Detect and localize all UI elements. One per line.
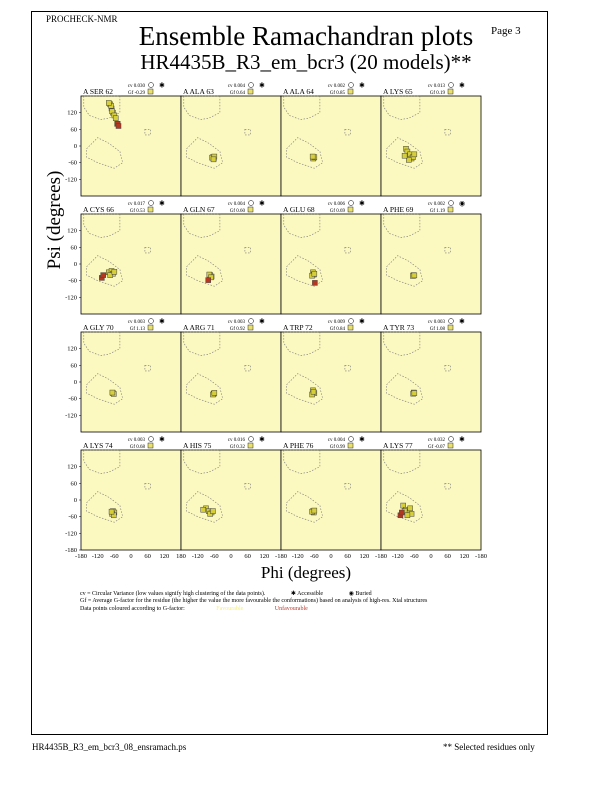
gf-value: Gf 0.85 — [329, 91, 345, 96]
help-icon — [149, 201, 154, 206]
cv-value: cv 0.009 — [327, 320, 345, 325]
data-point — [412, 391, 417, 396]
gf-value: Gf 0.68 — [129, 445, 145, 450]
gf-colour-swatch — [348, 443, 353, 448]
accessible-icon: ✱ — [259, 317, 265, 326]
y-tick-label: -120 — [65, 294, 77, 302]
legend-cv-text: cv = Circular Variance (low values signify high clustering of the data points). — [80, 591, 266, 597]
gf-colour-swatch — [248, 89, 253, 94]
cv-value: cv 0.013 — [427, 84, 445, 89]
data-point-unfavourable — [312, 280, 317, 285]
cv-value: cv 0.002 — [327, 84, 345, 89]
page-subtitle: HR4435B_R3_em_bcr3 (20 models)** — [140, 50, 472, 74]
plot-panel — [281, 332, 381, 432]
x-tick-label: -60 — [409, 553, 419, 560]
data-point — [113, 116, 118, 121]
data-point-unfavourable — [116, 124, 121, 129]
y-tick-label: -60 — [68, 277, 77, 285]
help-icon — [349, 437, 354, 442]
accessible-icon: ✱ — [459, 81, 465, 90]
plot-panel — [181, 332, 281, 432]
gf-value: Gf 1.19 — [429, 209, 445, 214]
help-icon — [249, 201, 254, 206]
help-icon — [249, 319, 254, 324]
data-point — [106, 100, 111, 105]
data-point — [112, 269, 117, 274]
accessible-icon: ✱ — [459, 317, 465, 326]
residue-label: A GLN 67 — [183, 205, 215, 214]
x-tick-label: -120 — [191, 553, 204, 560]
residue-label: A ARG 71 — [183, 323, 215, 332]
x-tick-label: 120 — [259, 553, 270, 560]
gf-colour-swatch — [348, 207, 353, 212]
residue-label: A GLU 68 — [283, 205, 315, 214]
x-axis-label: Phi (degrees) — [260, 563, 352, 582]
gf-colour-swatch — [148, 443, 153, 448]
data-point — [408, 506, 413, 511]
accessible-icon: ✱ — [459, 435, 465, 444]
x-tick-label: 60 — [144, 553, 151, 560]
help-icon — [349, 83, 354, 88]
y-tick-label: -120 — [65, 412, 77, 420]
gf-colour-swatch — [448, 89, 453, 94]
y-tick-label: 60 — [70, 362, 77, 370]
legend-accessible: Accessible — [297, 591, 324, 597]
plot-panel — [281, 214, 381, 314]
cv-value: cv 0.003 — [227, 320, 245, 325]
y-tick-label: 120 — [67, 345, 77, 353]
cv-value: cv 0.004 — [327, 438, 345, 443]
data-point — [212, 390, 217, 395]
help-icon — [449, 319, 454, 324]
data-point-unfavourable — [206, 278, 211, 283]
residue-label: A ALA 64 — [283, 87, 314, 96]
help-icon — [449, 437, 454, 442]
gf-value: Gf 0.60 — [229, 209, 245, 214]
help-icon — [449, 201, 454, 206]
x-tick-label: 120 — [159, 553, 170, 560]
cv-value: cv 0.032 — [427, 438, 445, 443]
help-icon — [449, 83, 454, 88]
gf-colour-swatch — [348, 325, 353, 330]
residue-label: A TRP 72 — [283, 323, 313, 332]
plot-panel — [81, 96, 181, 196]
program-label: PROCHECK-NMR — [46, 14, 118, 24]
gf-colour-swatch — [348, 89, 353, 94]
data-point — [211, 157, 216, 162]
gf-value: Gf 0.53 — [129, 209, 145, 214]
residue-label: A GLY 70 — [83, 323, 114, 332]
cv-value: cv 0.017 — [127, 202, 145, 207]
accessible-icon: ✱ — [159, 81, 165, 90]
plot-panel — [381, 450, 481, 550]
data-point — [110, 390, 115, 395]
residue-label: A SER 62 — [83, 87, 114, 96]
y-tick-label: 0 — [73, 261, 77, 268]
x-tick-label: 60 — [444, 553, 451, 560]
cv-value: cv 0.004 — [227, 84, 245, 89]
gf-colour-swatch — [148, 89, 153, 94]
plot-panel — [181, 96, 281, 196]
gf-colour-swatch — [448, 443, 453, 448]
x-tick-label: 0 — [129, 553, 133, 560]
cv-value: cv 0.016 — [227, 438, 245, 443]
y-tick-label: 120 — [67, 463, 77, 471]
y-tick-label: 0 — [73, 497, 77, 504]
gf-value: Gf -0.07 — [428, 445, 445, 450]
help-icon — [149, 319, 154, 324]
accessible-icon: ✱ — [359, 317, 365, 326]
x-tick-label: 0 — [329, 553, 333, 560]
plot-panel — [181, 214, 281, 314]
x-tick-label: 60 — [344, 553, 351, 560]
y-tick-label: -180 — [65, 547, 77, 554]
cv-value: cv 0.002 — [427, 202, 445, 207]
page-number: Page 3 — [491, 25, 521, 37]
plot-panel — [381, 214, 481, 314]
x-tick-label: 0 — [429, 553, 433, 560]
gf-value: Gf 0.19 — [429, 91, 445, 96]
y-tick-label: -60 — [68, 513, 77, 521]
y-tick-label: -60 — [68, 395, 77, 403]
cv-value: cv 0.003 — [127, 438, 145, 443]
legend-line-3 — [80, 606, 308, 612]
legend-buried: Buried — [355, 591, 372, 597]
x-tick-label: -180 — [375, 553, 387, 560]
help-icon — [349, 201, 354, 206]
accessible-icon: ✱ — [359, 435, 365, 444]
gf-colour-swatch — [448, 207, 453, 212]
data-point — [412, 273, 417, 278]
x-tick-label: -60 — [309, 553, 319, 560]
buried-icon: ◉ — [459, 199, 466, 208]
page-title: Ensemble Ramachandran plots — [138, 21, 474, 51]
accessible-icon: ✱ — [159, 435, 165, 444]
gf-colour-swatch — [248, 325, 253, 330]
data-point — [312, 508, 317, 513]
y-tick-label: 120 — [67, 109, 77, 117]
gf-colour-swatch — [248, 207, 253, 212]
gf-value: Gf 0.84 — [329, 327, 345, 332]
cv-value: cv 0.006 — [327, 202, 345, 207]
x-tick-label: -60 — [209, 553, 219, 560]
gf-value: Gf 0.99 — [329, 445, 345, 450]
plot-panel — [181, 450, 281, 550]
help-icon — [149, 437, 154, 442]
residue-label: A LYS 74 — [83, 441, 113, 450]
x-tick-label: -180 — [475, 553, 487, 560]
legend-unfavourable: Unfavourable — [274, 606, 308, 612]
data-point — [311, 389, 316, 394]
x-tick-label: 180 — [176, 553, 186, 560]
accessible-icon: ✱ — [290, 591, 296, 597]
plot-panel — [81, 450, 181, 550]
data-point-unfavourable — [101, 273, 106, 278]
plot-panel — [281, 96, 381, 196]
cv-value: cv 0.003 — [427, 320, 445, 325]
plot-panel — [281, 450, 381, 550]
accessible-icon: ✱ — [159, 199, 165, 208]
legend-favourable: Favourable — [216, 606, 244, 612]
x-tick-label: 120 — [459, 553, 470, 560]
y-tick-label: 60 — [70, 480, 77, 488]
gf-colour-swatch — [248, 443, 253, 448]
y-tick-label: -120 — [65, 176, 77, 184]
cv-value: cv 0.004 — [227, 202, 245, 207]
y-tick-label: 120 — [67, 227, 77, 235]
plot-panel — [81, 332, 181, 432]
x-tick-label: -120 — [391, 553, 404, 560]
accessible-icon: ✱ — [159, 317, 165, 326]
residue-label: A LYS 77 — [383, 441, 413, 450]
help-icon — [249, 83, 254, 88]
legend-colour-text: Data points coloured according to G-factor: — [80, 606, 185, 612]
plot-panel — [381, 96, 481, 196]
accessible-icon: ✱ — [259, 435, 265, 444]
residue-label: A CYS 66 — [83, 205, 114, 214]
x-tick-label: -180 — [275, 553, 287, 560]
y-axis-label: Psi (degrees) — [44, 170, 65, 270]
x-tick-label: -180 — [75, 553, 87, 560]
gf-value: Gf 1.13 — [129, 327, 145, 332]
y-tick-label: 60 — [70, 244, 77, 252]
data-point-unfavourable — [399, 510, 404, 515]
data-point — [201, 507, 206, 512]
residue-label: A HIS 75 — [183, 441, 212, 450]
gf-value: Gf 0.32 — [229, 445, 245, 450]
residue-label: A PHE 76 — [283, 441, 314, 450]
footer-note: ** Selected residues only — [443, 742, 535, 752]
residue-label: A PHE 69 — [383, 205, 414, 214]
gf-value: Gf 1.08 — [429, 327, 445, 332]
residue-label: A TYR 73 — [383, 323, 415, 332]
data-point — [310, 154, 315, 159]
gf-colour-swatch — [448, 325, 453, 330]
accessible-icon: ✱ — [359, 81, 365, 90]
gf-colour-swatch — [148, 325, 153, 330]
cv-value: cv 0.003 — [127, 320, 145, 325]
y-tick-label: 0 — [73, 379, 77, 386]
help-icon — [349, 319, 354, 324]
legend-gf-text: Gf = Average G-factor for the residue (the higher the value the more favourable the conformations) based on analysis of high-res. Xtal structures — [80, 598, 428, 604]
data-point — [312, 271, 317, 276]
x-tick-label: 120 — [359, 553, 370, 560]
residue-label: A ALA 63 — [183, 87, 214, 96]
y-tick-label: 0 — [73, 143, 77, 150]
plot-panel — [381, 332, 481, 432]
buried-icon: ◉ — [348, 591, 354, 597]
gf-value: Gf 0.92 — [229, 327, 245, 332]
accessible-icon: ✱ — [359, 199, 365, 208]
data-point — [402, 153, 407, 158]
data-point — [109, 509, 114, 514]
residue-label: A LYS 65 — [383, 87, 413, 96]
data-point — [405, 513, 410, 518]
x-tick-label: -60 — [109, 553, 119, 560]
accessible-icon: ✱ — [259, 199, 265, 208]
accessible-icon: ✱ — [259, 81, 265, 90]
footer-filename: HR4435B_R3_em_bcr3_08_ensramach.ps — [32, 742, 187, 752]
gf-value: Gf 0.64 — [229, 91, 245, 96]
data-point — [412, 152, 417, 157]
y-tick-label: -60 — [68, 159, 77, 167]
x-tick-label: -120 — [291, 553, 304, 560]
x-tick-label: 60 — [244, 553, 251, 560]
cv-value: cv 0.030 — [127, 84, 145, 89]
help-icon — [249, 437, 254, 442]
legend-line-1 — [80, 590, 372, 597]
gf-colour-swatch — [148, 207, 153, 212]
x-tick-label: -120 — [91, 553, 104, 560]
y-tick-label: 60 — [70, 126, 77, 134]
gf-value: Gf -0.29 — [128, 91, 145, 96]
gf-value: Gf 0.69 — [329, 209, 345, 214]
data-point — [210, 509, 215, 514]
x-tick-label: 0 — [229, 553, 233, 560]
y-tick-label: -120 — [65, 530, 77, 538]
help-icon — [149, 83, 154, 88]
plot-panel — [81, 214, 181, 314]
